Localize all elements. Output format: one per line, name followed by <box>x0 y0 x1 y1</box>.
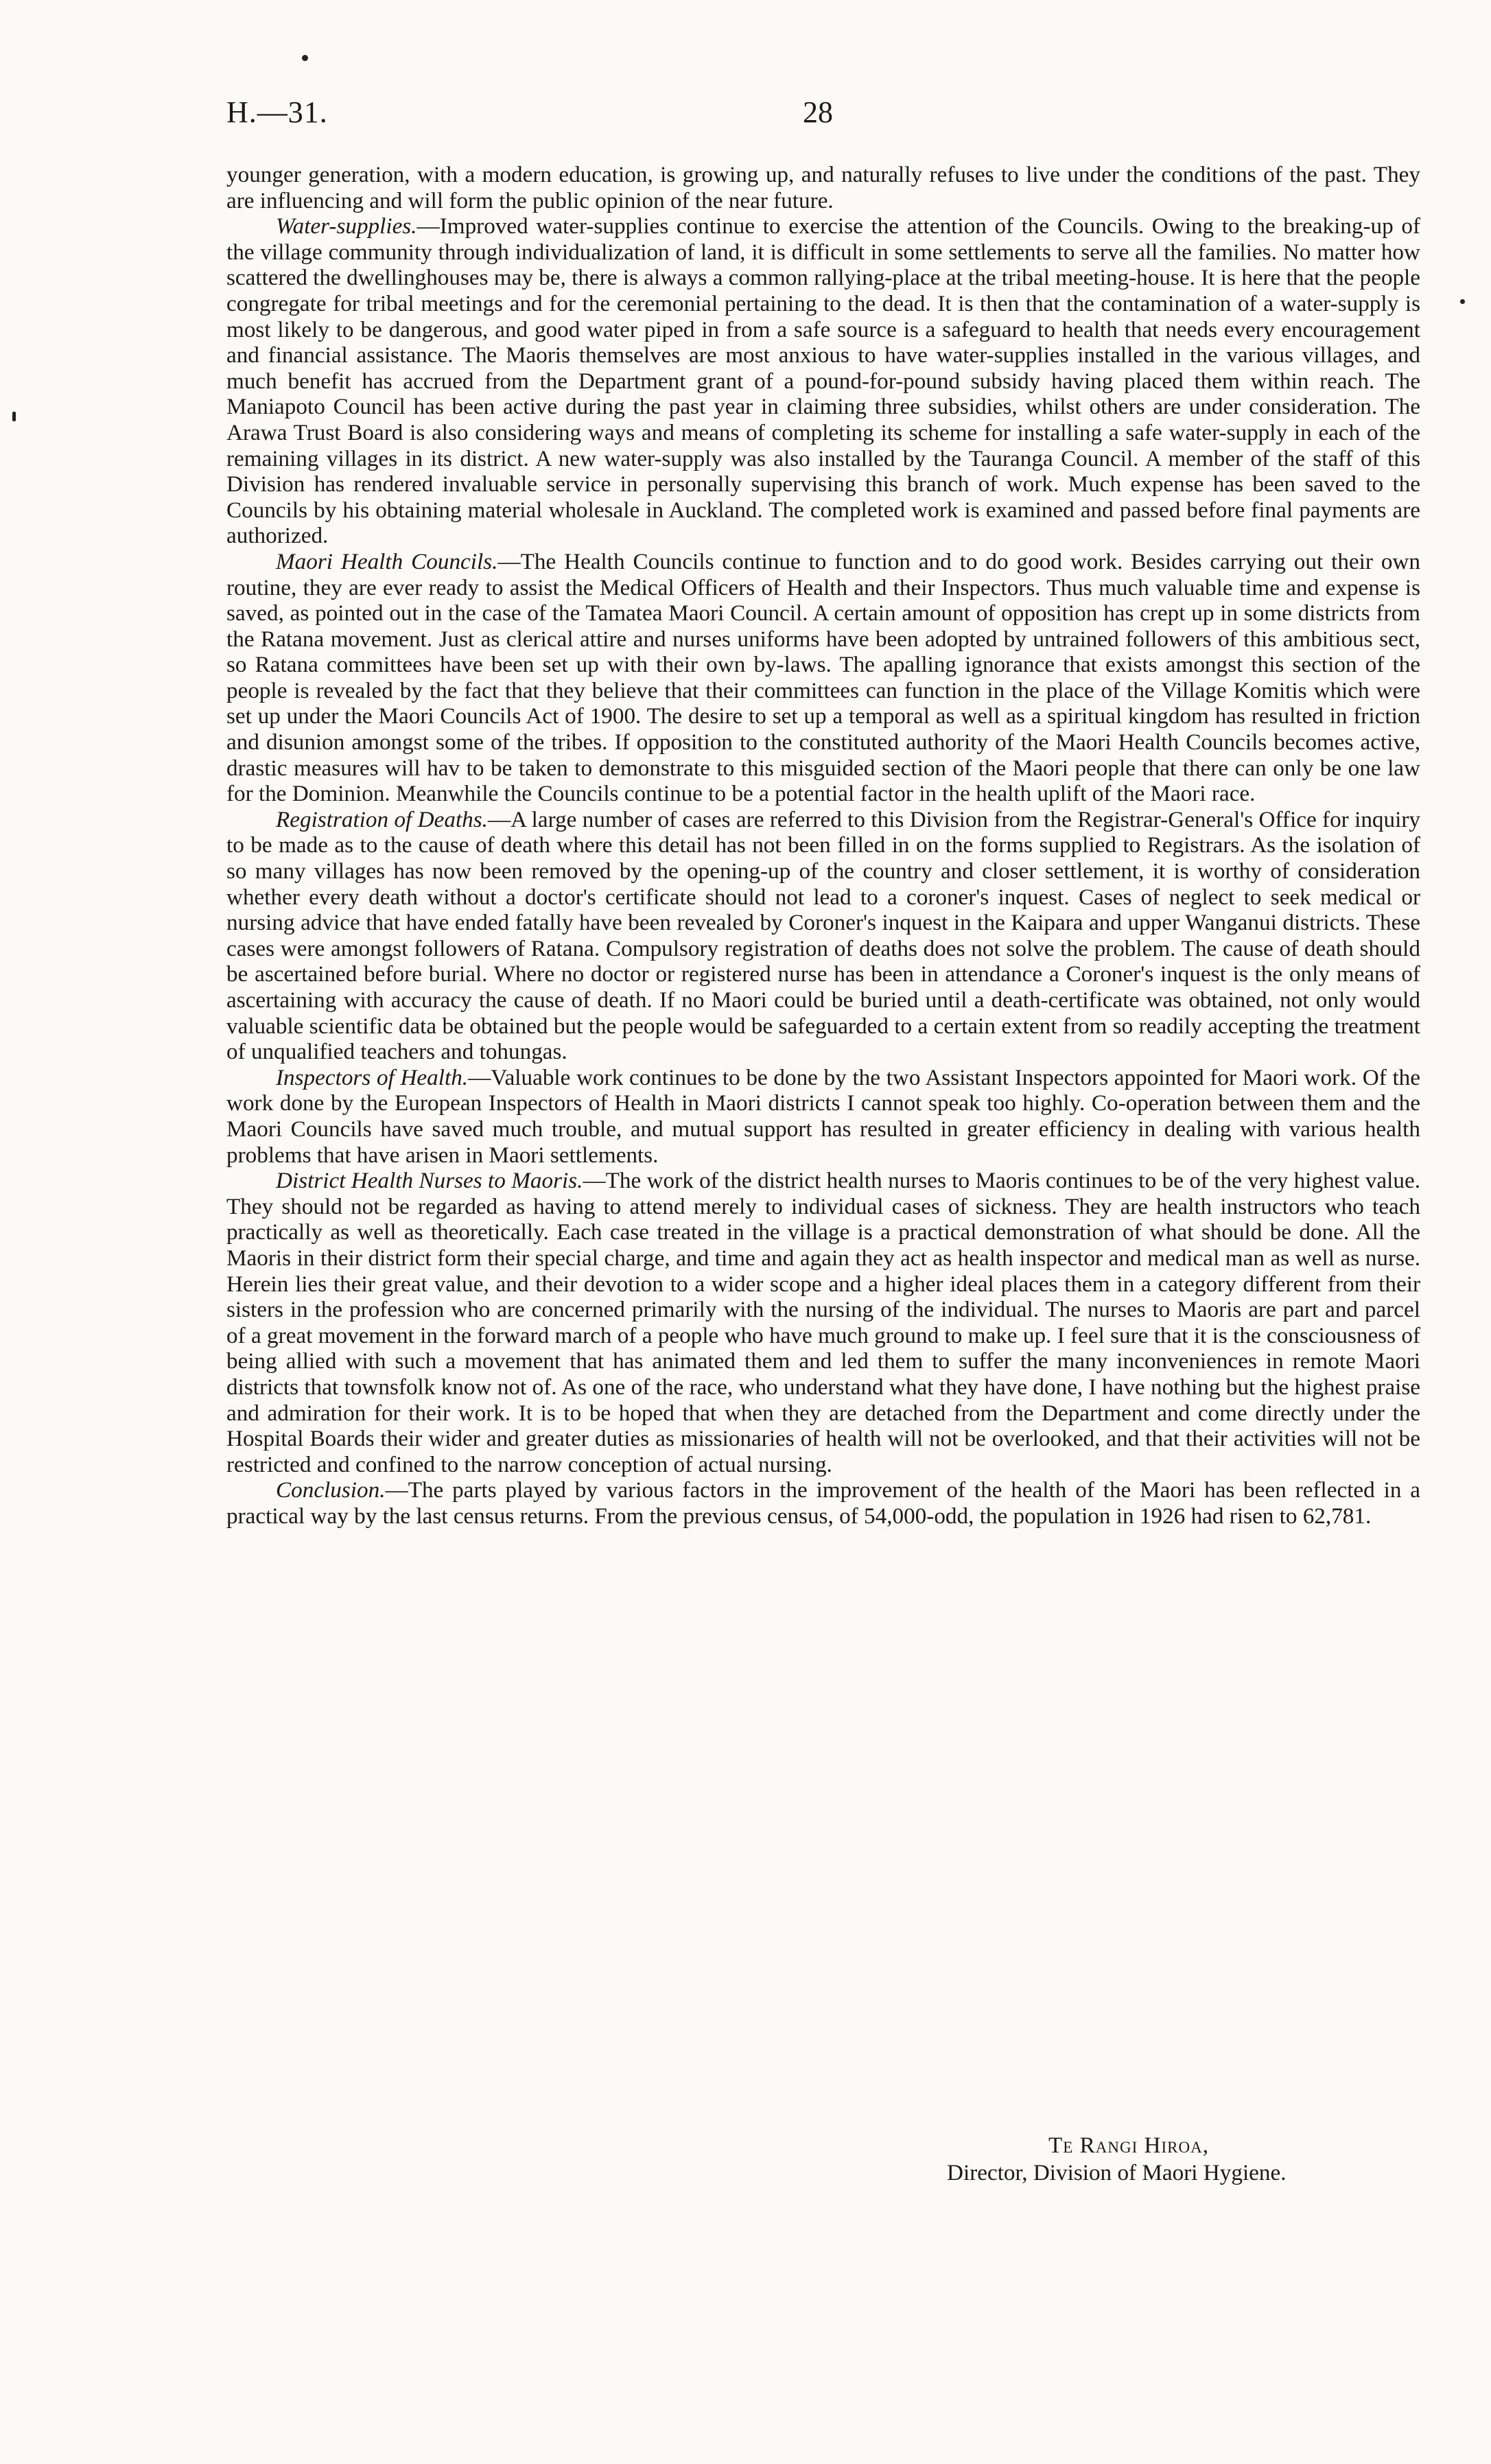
section-heading: Water-supplies. <box>276 213 417 239</box>
ink-speck <box>302 55 308 61</box>
paragraph-registration-of-deaths <box>226 807 1420 1065</box>
paragraph-inspectors-of-health <box>226 1065 1420 1168</box>
signature-block <box>947 2132 1427 2187</box>
signatory-name: Te Rangi Hiroa, <box>1048 2133 1210 2158</box>
section-heading: District Health Nurses to Maoris. <box>276 1168 583 1194</box>
paragraph-text: —The parts played by various factors in the improvement of the health of the Maori has been reflected in a practical way by the last census returns. From the previous census, of 54,000-odd, the population in 1926 had risen to 62,781. <box>226 1477 1420 1529</box>
paragraph-continuation <box>226 162 1420 213</box>
paragraph-text: —The Health Councils continue to function and to do good work. Besides carrying out their own routine, they are ever ready to assist the Medical Officers of Health and their Inspectors. Thus much valuable time and expense is saved, as pointed out in the case of the Tamatea Maori Council. A certain amount of opposition has crept up in some districts from the Ratana movement. Just as clerical attire and nurses uniforms have been adopted by untrained followers of this ambitious sect, so Ratana committees have been set up with their own by-laws. The apalling ignorance that exists amongst this section of the people is revealed by the fact that they believe that their committees can function in the place of the Village Komitis which were set up under the Maori Councils Act of 1900. The desire to set up a temporal as well as a spiritual kingdom has resulted in friction and disunion amongst some of the tribes. If opposition to the constituted authority of the Maori Health Councils becomes active, drastic measures will hav to be taken to demonstrate to this misguided section of the Maori people that there can only be one law for the Dominion. Meanwhile the Councils continue to be a potential factor in the health uplift of the Maori race. <box>226 548 1420 807</box>
section-heading: Conclusion. <box>276 1477 386 1503</box>
page-number: 28 <box>803 95 833 129</box>
paragraph-text: —Valuable work continues to be done by the two Assistant Inspectors appointed for Maori work. Of the work done by the European Inspectors of Health in Maori districts I cannot speak too highly. Co-operation between them and the Maori Councils have saved much trouble, and mutual support has resulted in greater efficiency in dealing with various health problems that have arisen in Maori settlements. <box>226 1064 1421 1168</box>
paragraph-conclusion <box>226 1477 1420 1529</box>
paragraph-text: —A large number of cases are referred to this Division from the Registrar-General's Office for inquiry to be made as to the cause of death where this detail has not been filled in on the forms supplied to Registrars. As the isolation of so many villages has now been removed by the opening-up of the country and closer settlement, it is worthy of consideration whether every death without a doctor's certificate should not lead to a coroner's inquest. Cases of neglect to seek medical or nursing advice that have ended fatally have been revealed by Coroner's inquest in the Kaipara and upper Wanganui districts. These cases were amongst followers of Ratana. Compulsory registration of deaths does not solve the problem. The cause of death should be ascertained before burial. Where no doctor or registered nurse has been in attendance a Coroner's inquest is the only means of ascertaining with accuracy the cause of death. If no Maori could be buried until a death-certificate was obtained, not only would valuable scientific data be obtained but the people would be safeguarded to a certain extent from so readily accepting the treatment of unqualified teachers and tohungas. <box>226 806 1420 1065</box>
paragraph-water-supplies <box>226 213 1420 549</box>
section-heading: Inspectors of Health. <box>276 1064 469 1090</box>
paragraph-text: —The work of the district health nurses to Maoris continues to be of the very highest value. They should not be regarded as having to attend merely to individual cases of sickness. They are health instructors who teach practically as well as theoretically. Each case treated in the village is a practical demonstration of what should be done. All the Maoris in their district form their special charge, and time and again they act as health inspector and medical man as well as nurse. Herein lies their great value, and their devotion to a wider scope and a higher ideal places them in a category different from their sisters in the profession who are concerned primarily with the nursing of the individual. The nurses to Maoris are part and parcel of a great movement in the forward march of a people who have much ground to make up. I feel sure that it is the consciousness of being allied with such a movement that has animated them and led them to suffer the many inconveniences in remote Maori districts that townsfolk know not of. As one of the race, who understand what they have done, I have nothing but the highest praise and admiration for their work. It is to be hoped that when they are detached from the Department and come directly under the Hospital Boards their wider and greater duties as missionaries of health will not be overlooked, and that their activities will not be restricted and confined to the narrow conception of actual nursing. <box>226 1168 1420 1477</box>
signatory-title: Director, Division of Maori Hygiene. <box>947 2160 1287 2185</box>
page-header <box>226 95 1420 136</box>
paragraph-text: —Improved water-supplies continue to exercise the attention of the Councils. Owing to the breaking-up of the village community through individualization of land, it is difficult in some settlements to serve all the families. No matter how scattered the dwellinghouses may be, there is always a common rallying-place at the tribal meeting-house. It is here that the people congregate for tribal meetings and for the ceremonial pertaining to the dead. It is then that the contamination of a water-supply is most likely to be dangerous, and good water piped in from a safe source is a safeguard to health that needs every encouragement and financial assistance. The Maoris themselves are most anxious to have water-supplies installed in the various villages, and much benefit has accrued from the Department grant of a pound-for-pound subsidy having placed them within reach. The Maniapoto Council has been active during the past year in claiming three subsidies, whilst others are under consideration. The Arawa Trust Board is also considering ways and means of completing its scheme for installing a safe water-supply in each of the remaining villages in its district. A new water-supply was also installed by the Tauranga Council. A member of the staff of this Division has rendered invaluable service in personally supervising this branch of work. Much expense has been saved to the Councils by his obtaining material wholesale in Auckland. The completed work is examined and passed before final payments are authorized. <box>226 213 1420 549</box>
report-reference: H.—31. <box>226 95 328 129</box>
section-heading: Registration of Deaths. <box>276 806 488 832</box>
ink-speck <box>12 412 16 421</box>
paragraph-text: younger generation, with a modern education, is growing up, and naturally refuses to live under the conditions of the past. They are influencing and will form the public opinion of the near future. <box>226 162 1420 213</box>
paragraph-district-health-nurses <box>226 1168 1420 1477</box>
paragraph-maori-health-councils <box>226 549 1420 807</box>
ink-speck <box>1460 299 1465 304</box>
report-body <box>226 162 1420 1529</box>
section-heading: Maori Health Councils. <box>276 548 498 574</box>
